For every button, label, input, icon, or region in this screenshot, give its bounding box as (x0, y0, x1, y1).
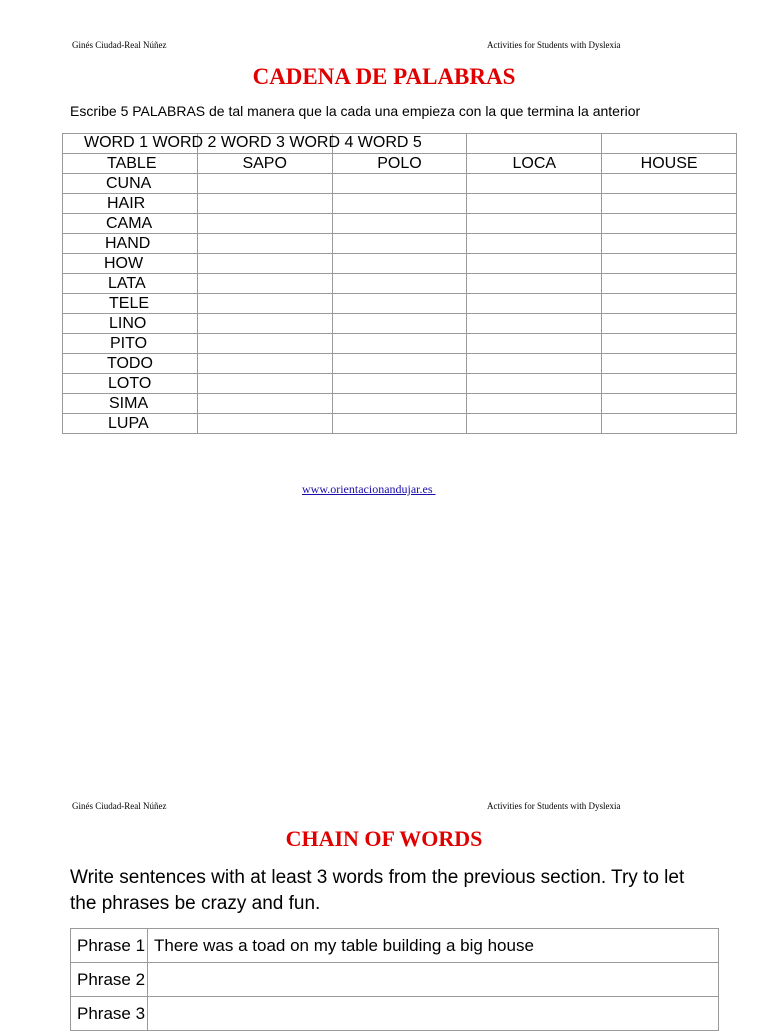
table-cell[interactable] (602, 314, 737, 334)
table-cell[interactable] (332, 374, 467, 394)
table-row (63, 254, 737, 274)
table-row (63, 374, 737, 394)
table-cell[interactable] (332, 274, 467, 294)
start-word: LINO (63, 314, 198, 334)
table-row (63, 214, 737, 234)
table-cell[interactable] (602, 194, 737, 214)
table-row-example (63, 154, 737, 174)
table-cell[interactable] (467, 334, 602, 354)
start-word: HAIR (63, 194, 198, 214)
phrases-table (70, 928, 719, 1031)
table-cell[interactable] (467, 414, 602, 434)
phrase-text[interactable] (148, 997, 719, 1031)
table-cell[interactable] (467, 314, 602, 334)
table-cell[interactable] (602, 354, 737, 374)
table-cell[interactable] (467, 294, 602, 314)
table-cell[interactable] (602, 214, 737, 234)
table-row (63, 414, 737, 434)
start-word: HAND (63, 234, 198, 254)
page2-header-author: Ginés Ciudad-Real Núñez (72, 801, 167, 811)
table-cell[interactable] (332, 394, 467, 414)
phrase-label: Phrase 1 (71, 929, 148, 963)
table-cell[interactable] (332, 174, 467, 194)
start-word: SIMA (63, 394, 198, 414)
table-cell[interactable] (332, 214, 467, 234)
table-cell[interactable] (332, 254, 467, 274)
phrase-label: Phrase 2 (71, 963, 148, 997)
table-row (63, 234, 737, 254)
start-word: LATA (63, 274, 198, 294)
table-cell[interactable] (197, 414, 332, 434)
table-header-text: WORD 1 WORD 2 WORD 3 WORD 4 WORD 5 (84, 134, 422, 151)
table-row (63, 334, 737, 354)
table-cell[interactable] (197, 334, 332, 354)
start-word: LOTO (63, 374, 198, 394)
table-cell[interactable] (602, 374, 737, 394)
table-cell[interactable] (197, 194, 332, 214)
table-cell[interactable] (602, 174, 737, 194)
table-cell[interactable] (197, 374, 332, 394)
start-word: HOW (63, 254, 198, 274)
table-cell[interactable] (602, 334, 737, 354)
table-cell[interactable] (332, 294, 467, 314)
page1-title: CADENA DE PALABRAS (252, 64, 516, 89)
table-cell[interactable] (602, 134, 737, 154)
table-cell[interactable] (467, 194, 602, 214)
table-cell[interactable] (197, 314, 332, 334)
page1-header-author: Ginés Ciudad-Real Núñez (72, 40, 167, 50)
table-cell[interactable] (332, 234, 467, 254)
table-cell[interactable] (467, 274, 602, 294)
table-cell[interactable] (197, 254, 332, 274)
table-cell[interactable] (332, 314, 467, 334)
table-cell[interactable] (197, 294, 332, 314)
table-cell[interactable] (332, 354, 467, 374)
table-row (63, 354, 737, 374)
page1-instruction: Escribe 5 PALABRAS de tal manera que la cada una empieza con la que termina la anterior (70, 103, 641, 119)
start-word: CUNA (63, 174, 198, 194)
example-word-1: TABLE (63, 154, 198, 174)
table-cell[interactable] (602, 294, 737, 314)
example-word-5: HOUSE (602, 154, 737, 174)
table-cell[interactable] (602, 394, 737, 414)
phrase-text[interactable] (148, 963, 719, 997)
table-cell[interactable] (467, 234, 602, 254)
phrase-row (71, 929, 719, 963)
table-header-row (63, 134, 737, 154)
table-cell[interactable] (197, 234, 332, 254)
table-cell[interactable] (197, 274, 332, 294)
table-cell[interactable] (332, 334, 467, 354)
start-word: PITO (63, 334, 198, 354)
phrase-label: Phrase 3 (71, 997, 148, 1031)
table-row (63, 314, 737, 334)
example-word-3: POLO (332, 154, 467, 174)
start-word: TODO (63, 354, 198, 374)
table-cell[interactable] (197, 354, 332, 374)
page1-header-subject: Activities for Students with Dyslexia (487, 40, 621, 50)
example-word-2: SAPO (197, 154, 332, 174)
start-word: TELE (63, 294, 198, 314)
table-row (63, 194, 737, 214)
table-cell[interactable] (467, 134, 602, 154)
page2-header-subject: Activities for Students with Dyslexia (487, 801, 621, 811)
example-word-4: LOCA (467, 154, 602, 174)
table-cell[interactable] (467, 354, 602, 374)
table-cell[interactable] (197, 394, 332, 414)
table-cell[interactable] (467, 214, 602, 234)
table-row (63, 174, 737, 194)
table-cell[interactable] (467, 174, 602, 194)
table-row (63, 294, 737, 314)
table-cell[interactable] (602, 274, 737, 294)
table-cell[interactable] (602, 254, 737, 274)
phrase-row (71, 997, 719, 1031)
table-header-cell (63, 134, 422, 154)
table-cell[interactable] (467, 394, 602, 414)
word-chain-table (62, 133, 737, 434)
table-cell[interactable] (467, 374, 602, 394)
page2-instruction: Write sentences with at least 3 words from the previous section. Try to let the phrases be crazy and fun. (70, 867, 685, 914)
table-cell[interactable] (197, 174, 332, 194)
page2-title: CHAIN OF WORDS (285, 826, 483, 851)
phrase-text[interactable]: There was a toad on my table building a big house (148, 929, 719, 963)
table-cell[interactable] (602, 414, 737, 434)
table-cell[interactable] (197, 214, 332, 234)
start-word: CAMA (63, 214, 198, 234)
phrase-row (71, 963, 719, 997)
table-cell[interactable] (467, 254, 602, 274)
table-cell[interactable] (602, 234, 737, 254)
table-row (63, 274, 737, 294)
table-cell[interactable] (332, 414, 467, 434)
website-link[interactable]: www.orientacionandujar.es (302, 482, 436, 496)
start-word: LUPA (63, 414, 198, 434)
table-row (63, 394, 737, 414)
table-cell[interactable] (332, 194, 467, 214)
